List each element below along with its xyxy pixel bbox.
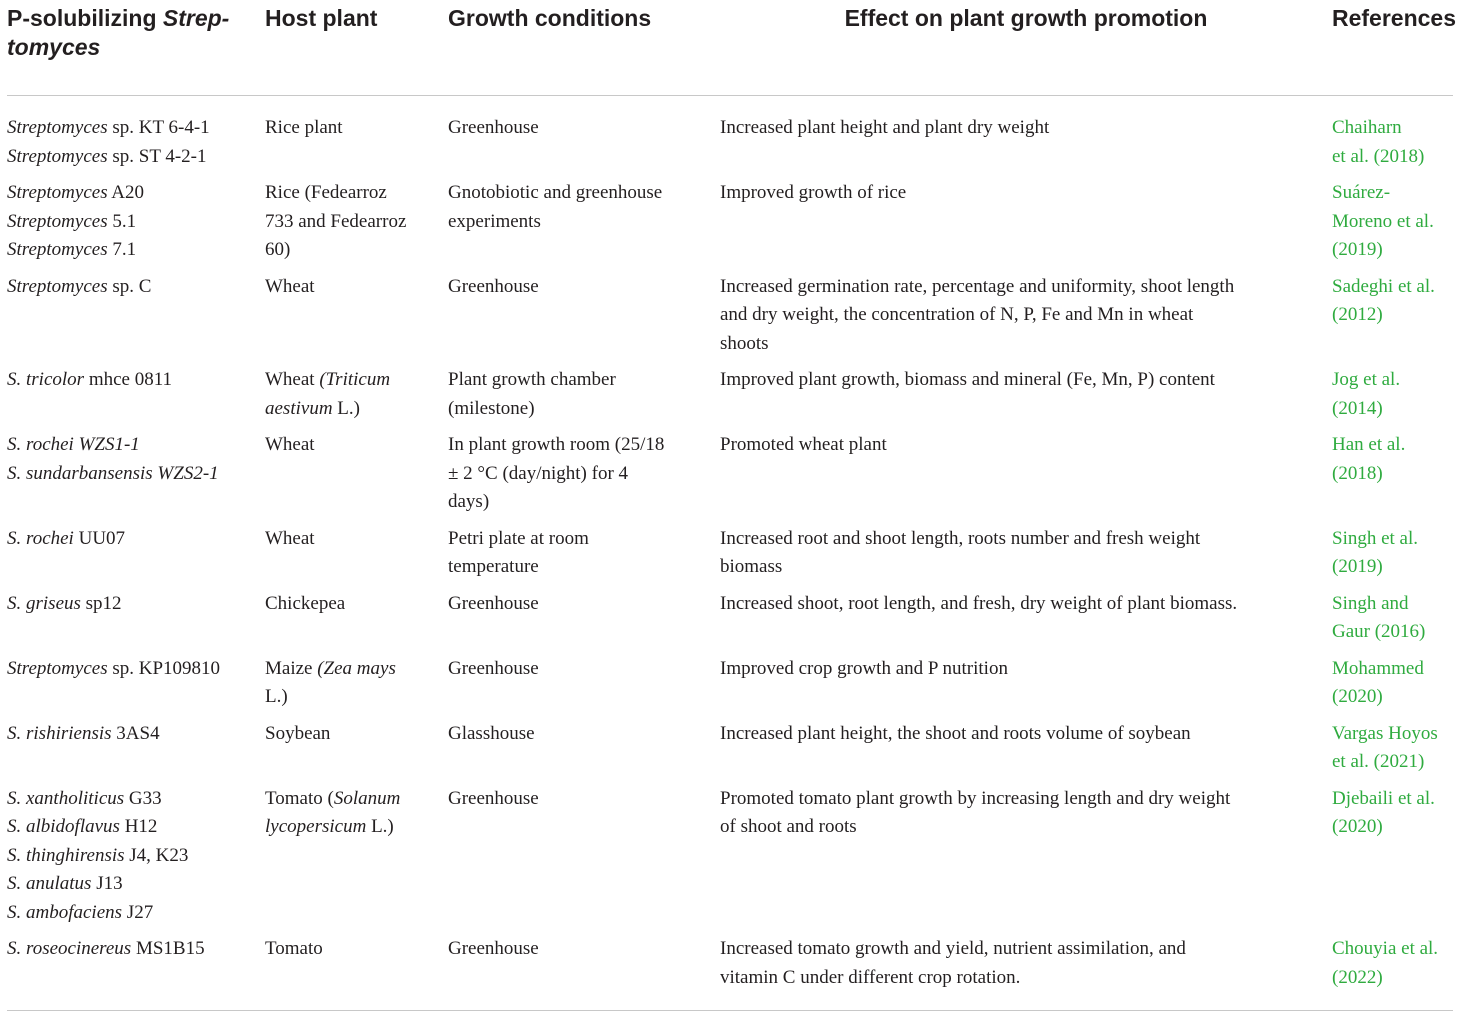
text-segment: Wheat xyxy=(265,275,315,297)
cell-species xyxy=(7,431,265,525)
table-row xyxy=(7,525,1453,590)
text-segment: Chouyia et al. xyxy=(1332,938,1439,959)
text-line xyxy=(720,273,1332,302)
text-line xyxy=(720,813,1332,842)
text-line xyxy=(265,273,448,302)
text-segment: Plant growth chamber xyxy=(448,369,616,390)
text-line xyxy=(448,488,720,517)
text-segment: 3AS4 xyxy=(111,722,160,744)
cell-effect xyxy=(720,935,1332,1011)
text-line xyxy=(1332,525,1453,554)
cell-species xyxy=(7,96,265,180)
text-line xyxy=(720,301,1332,330)
cell-species xyxy=(7,935,265,1011)
cell-growth-conditions xyxy=(448,431,720,525)
text-line xyxy=(448,525,720,554)
reference-link[interactable] xyxy=(1332,179,1453,273)
text-segment: L.) xyxy=(332,397,360,419)
text-line xyxy=(265,720,448,749)
text-line xyxy=(1332,301,1453,330)
text-segment: Wheat xyxy=(265,527,315,549)
text-segment: (milestone) xyxy=(448,397,535,419)
text-segment: experiments xyxy=(448,210,541,232)
italic-text: S. ambofaciens xyxy=(7,901,123,923)
cell-host-plant xyxy=(265,720,448,785)
text-segment: (2018) xyxy=(1332,462,1383,484)
italic-text: S. rishiriensis xyxy=(7,722,112,744)
text-line xyxy=(7,208,265,237)
text-segment: Increased plant height and plant dry weight xyxy=(720,117,1050,138)
cell-growth-conditions xyxy=(448,590,720,655)
table-row xyxy=(7,431,1453,525)
cell-growth-conditions xyxy=(448,96,720,180)
text-segment: (2012) xyxy=(1332,304,1383,325)
table-row xyxy=(7,366,1453,431)
text-segment: Suárez- xyxy=(1332,182,1391,203)
cell-host-plant xyxy=(265,935,448,1011)
text-segment: Wheat xyxy=(265,434,315,455)
cell-growth-conditions xyxy=(448,273,720,367)
text-line xyxy=(448,655,720,684)
text-segment: L.) xyxy=(265,686,288,707)
text-segment: Increased tomato growth and yield, nutrient assimilation, and xyxy=(720,938,1186,959)
italic-text: S. thinghirensis xyxy=(7,844,125,866)
text-line xyxy=(7,842,265,871)
cell-host-plant xyxy=(265,655,448,720)
cell-effect xyxy=(720,720,1332,785)
data-table xyxy=(7,0,1457,1011)
text-line xyxy=(7,33,265,62)
italic-text: (Triticum xyxy=(319,369,391,390)
text-segment: Sadeghi et al. xyxy=(1332,275,1435,297)
text-line xyxy=(1332,720,1453,749)
text-line xyxy=(720,366,1332,395)
text-segment: sp. ST 4-2-1 xyxy=(107,145,207,167)
text-line xyxy=(7,899,265,928)
italic-text: S. xantholiticus xyxy=(7,787,125,809)
cell-species xyxy=(7,785,265,936)
text-segment: shoots xyxy=(720,332,769,354)
text-line xyxy=(448,553,720,582)
text-line xyxy=(1332,179,1453,208)
text-line xyxy=(265,655,448,684)
cell-growth-conditions xyxy=(448,935,720,1011)
cell-species xyxy=(7,366,265,431)
text-line xyxy=(720,525,1332,554)
text-line xyxy=(1332,785,1453,814)
text-segment: Tomato xyxy=(265,938,323,959)
table-row xyxy=(7,590,1453,655)
text-segment: ± 2 °C (day/night) for 4 xyxy=(448,462,629,484)
text-segment: sp. KP109810 xyxy=(107,657,221,679)
cell-growth-conditions xyxy=(448,366,720,431)
italic-text: Streptomyces xyxy=(7,657,108,679)
text-line xyxy=(448,395,720,424)
text-segment: temperature xyxy=(448,556,539,577)
text-line xyxy=(448,590,720,619)
text-segment: MS1B15 xyxy=(131,938,205,959)
text-segment: In plant growth room (25/18 xyxy=(448,434,665,455)
text-segment: Wheat xyxy=(265,369,320,390)
text-segment: Gnotobiotic and greenhouse xyxy=(448,182,663,203)
text-line xyxy=(7,720,265,749)
italic-text: Strep- xyxy=(162,5,230,31)
text-segment: sp12 xyxy=(80,592,122,614)
reference-link[interactable] xyxy=(1332,655,1453,720)
text-segment: Greenhouse xyxy=(448,117,539,138)
text-line xyxy=(265,208,448,237)
text-line xyxy=(720,179,1332,208)
text-segment: Rice plant xyxy=(265,117,343,138)
text-line xyxy=(448,366,720,395)
text-line xyxy=(7,525,265,554)
text-line xyxy=(1332,813,1453,842)
text-segment: UU07 xyxy=(73,527,126,549)
table-row xyxy=(7,785,1453,936)
text-line xyxy=(1332,935,1453,964)
italic-text: S. sundarbansensis WZS2-1 xyxy=(7,462,219,484)
italic-text: Streptomyces xyxy=(7,117,108,138)
text-line xyxy=(720,114,1332,143)
header-effect: Effect on plant growth promotion xyxy=(720,0,1332,96)
text-line xyxy=(265,179,448,208)
text-segment: Maize xyxy=(265,657,318,679)
text-segment: Improved crop growth and P nutrition xyxy=(720,657,1008,679)
italic-text: Streptomyces xyxy=(7,239,108,260)
cell-growth-conditions xyxy=(448,655,720,720)
cell-growth-conditions xyxy=(448,720,720,785)
text-segment: J27 xyxy=(122,901,154,923)
text-line xyxy=(265,395,448,424)
text-line xyxy=(720,590,1332,619)
text-line xyxy=(1332,964,1453,993)
text-segment: 7.1 xyxy=(107,239,137,260)
text-line xyxy=(1332,273,1453,302)
cell-host-plant xyxy=(265,590,448,655)
text-segment: J13 xyxy=(91,873,123,894)
cell-host-plant xyxy=(265,525,448,590)
text-segment: Greenhouse xyxy=(448,938,539,959)
text-segment: Chickepea xyxy=(265,592,346,614)
cell-effect xyxy=(720,785,1332,936)
italic-text: aestivum xyxy=(265,397,333,419)
text-segment: and dry weight, the concentration of N, P, Fe and Mn in wheat xyxy=(720,304,1194,325)
reference-link[interactable] xyxy=(1332,720,1453,785)
text-segment: Promoted wheat plant xyxy=(720,434,887,455)
text-line xyxy=(720,964,1332,993)
text-segment: Djebaili et al. xyxy=(1332,787,1435,809)
reference-link[interactable] xyxy=(1332,525,1453,590)
italic-text: S. tricolor xyxy=(7,369,85,390)
text-segment: Increased root and shoot length, roots number and fresh weight xyxy=(720,527,1201,549)
text-segment: A20 xyxy=(107,182,145,203)
italic-text: (Zea mays xyxy=(317,657,396,679)
text-line xyxy=(7,813,265,842)
text-segment: Singh et al. xyxy=(1332,527,1419,549)
text-segment: H12 xyxy=(119,816,158,837)
text-line xyxy=(448,460,720,489)
text-line xyxy=(720,655,1332,684)
text-line xyxy=(448,114,720,143)
text-segment: Han et al. xyxy=(1332,434,1406,455)
text-segment: Soybean xyxy=(265,722,331,744)
text-segment: Glasshouse xyxy=(448,722,535,744)
italic-text: S. anulatus xyxy=(7,873,92,894)
text-line xyxy=(265,813,448,842)
text-line xyxy=(448,785,720,814)
cell-host-plant xyxy=(265,96,448,180)
text-line xyxy=(720,553,1332,582)
reference-link[interactable] xyxy=(1332,785,1453,936)
text-segment: (2014) xyxy=(1332,397,1383,419)
text-line xyxy=(7,655,265,684)
text-line xyxy=(265,590,448,619)
text-line xyxy=(448,179,720,208)
italic-text: S. rochei xyxy=(7,527,74,549)
text-segment: Greenhouse xyxy=(448,657,539,679)
text-segment: Rice (Fedearroz xyxy=(265,182,387,203)
text-line xyxy=(265,114,448,143)
reference-link[interactable] xyxy=(1332,935,1453,1011)
text-segment: Improved growth of rice xyxy=(720,182,907,203)
header-growth-conditions: Growth conditions xyxy=(448,0,720,96)
text-segment: Petri plate at room xyxy=(448,527,589,549)
text-segment: 733 and Fedearroz xyxy=(265,210,407,232)
italic-text: Solanum xyxy=(333,787,401,809)
text-line xyxy=(1332,395,1453,424)
table-row xyxy=(7,655,1453,720)
text-line xyxy=(265,366,448,395)
text-line xyxy=(7,785,265,814)
cell-effect xyxy=(720,431,1332,525)
italic-text: S. albidoflavus xyxy=(7,816,120,837)
cell-growth-conditions xyxy=(448,785,720,936)
text-segment: et al. (2018) xyxy=(1332,145,1425,167)
text-segment: Greenhouse xyxy=(448,592,539,614)
text-segment: P-solubilizing xyxy=(7,5,163,31)
header-host-plant: Host plant xyxy=(265,0,448,96)
text-line xyxy=(448,431,720,460)
text-segment: Increased germination rate, percentage and uniformity, shoot length xyxy=(720,275,1235,297)
cell-host-plant xyxy=(265,273,448,367)
cell-growth-conditions xyxy=(448,525,720,590)
cell-species xyxy=(7,273,265,367)
text-line xyxy=(265,236,448,265)
cell-effect xyxy=(720,366,1332,431)
text-segment: Increased shoot, root length, and fresh, dry weight of plant biomass. xyxy=(720,592,1238,614)
text-line xyxy=(1332,236,1453,265)
table-row xyxy=(7,935,1453,1011)
text-segment: Improved plant growth, biomass and mineral (Fe, Mn, P) content xyxy=(720,369,1215,390)
text-line xyxy=(7,114,265,143)
cell-species xyxy=(7,525,265,590)
text-segment: 60) xyxy=(265,239,291,260)
cell-host-plant xyxy=(265,431,448,525)
text-segment: (2019) xyxy=(1332,239,1383,260)
text-line xyxy=(7,935,265,964)
table-row xyxy=(7,720,1453,785)
text-segment: 5.1 xyxy=(107,210,137,232)
cell-species xyxy=(7,590,265,655)
cell-host-plant xyxy=(265,179,448,273)
table-header-row xyxy=(7,0,1453,96)
text-line xyxy=(448,208,720,237)
reference-link[interactable] xyxy=(1332,273,1453,367)
italic-text: lycopersicum xyxy=(265,816,367,837)
reference-link[interactable] xyxy=(1332,366,1453,431)
text-segment: sp. C xyxy=(107,275,152,297)
text-line xyxy=(1332,366,1453,395)
cell-species xyxy=(7,655,265,720)
text-segment: Moreno et al. xyxy=(1332,210,1434,232)
text-line xyxy=(7,870,265,899)
italic-text: S. roseocinereus xyxy=(7,938,132,959)
text-line xyxy=(720,330,1332,359)
text-segment: Singh and xyxy=(1332,592,1409,614)
italic-text: S. griseus xyxy=(7,592,81,614)
text-line xyxy=(1332,460,1453,489)
text-line xyxy=(448,720,720,749)
text-line xyxy=(1332,683,1453,712)
cell-host-plant xyxy=(265,785,448,936)
text-line xyxy=(7,236,265,265)
text-line xyxy=(7,431,265,460)
header-species xyxy=(7,0,265,96)
text-segment: of shoot and roots xyxy=(720,816,857,837)
table-row xyxy=(7,179,1453,273)
text-line xyxy=(1332,114,1453,143)
text-line xyxy=(1332,143,1453,172)
cell-effect xyxy=(720,590,1332,655)
cell-growth-conditions xyxy=(448,179,720,273)
text-line xyxy=(1332,618,1453,647)
text-line xyxy=(265,683,448,712)
text-line xyxy=(1332,655,1453,684)
text-segment: Increased plant height, the shoot and roots volume of soybean xyxy=(720,722,1191,744)
text-segment: Greenhouse xyxy=(448,787,539,809)
text-segment: Promoted tomato plant growth by increasing length and dry weight xyxy=(720,787,1231,809)
text-segment: (2020) xyxy=(1332,816,1383,837)
text-line xyxy=(448,273,720,302)
table-row xyxy=(7,96,1453,180)
cell-effect xyxy=(720,179,1332,273)
text-line xyxy=(1332,748,1453,777)
text-line xyxy=(7,4,265,33)
reference-link[interactable] xyxy=(1332,431,1453,525)
text-line xyxy=(448,935,720,964)
italic-text: Streptomyces xyxy=(7,182,108,203)
italic-text: tomyces xyxy=(7,34,101,60)
text-segment: L.) xyxy=(366,816,394,837)
reference-link[interactable] xyxy=(1332,96,1453,180)
text-segment: Jog et al. xyxy=(1332,369,1401,390)
text-segment: vitamin C under different crop rotation. xyxy=(720,966,1021,988)
text-line xyxy=(265,431,448,460)
italic-text: Streptomyces xyxy=(7,275,108,297)
text-segment: mhce 0811 xyxy=(84,369,173,390)
text-line xyxy=(7,179,265,208)
cell-species xyxy=(7,720,265,785)
cell-species xyxy=(7,179,265,273)
table-row xyxy=(7,273,1453,367)
text-line xyxy=(7,143,265,172)
italic-text: Streptomyces xyxy=(7,210,108,232)
table-body xyxy=(7,96,1453,1011)
italic-text: Streptomyces xyxy=(7,145,108,167)
text-segment: sp. KT 6-4-1 xyxy=(107,117,210,138)
text-segment: (2019) xyxy=(1332,556,1383,577)
text-line xyxy=(7,273,265,302)
text-segment: (2022) xyxy=(1332,966,1383,988)
text-segment: et al. (2021) xyxy=(1332,751,1425,772)
text-line xyxy=(1332,208,1453,237)
reference-link[interactable] xyxy=(1332,590,1453,655)
header-references: References xyxy=(1332,0,1453,96)
text-line xyxy=(1332,590,1453,619)
cell-host-plant xyxy=(265,366,448,431)
text-segment: J4, K23 xyxy=(124,844,189,866)
text-segment: days) xyxy=(448,491,490,512)
text-segment: Vargas Hoyos xyxy=(1332,722,1438,744)
cell-effect xyxy=(720,96,1332,180)
text-segment: Greenhouse xyxy=(448,275,539,297)
cell-effect xyxy=(720,273,1332,367)
text-line xyxy=(720,785,1332,814)
text-segment: biomass xyxy=(720,556,783,577)
text-segment: Mohammed xyxy=(1332,657,1424,679)
text-segment: Gaur (2016) xyxy=(1332,621,1426,642)
text-line xyxy=(7,460,265,489)
text-line xyxy=(720,431,1332,460)
italic-text: S. rochei WZS1-1 xyxy=(7,434,140,455)
text-line xyxy=(7,590,265,619)
cell-effect xyxy=(720,525,1332,590)
text-segment: Tomato ( xyxy=(265,787,334,809)
text-line xyxy=(265,785,448,814)
text-segment: (2020) xyxy=(1332,686,1383,707)
text-line xyxy=(1332,553,1453,582)
text-segment: Chaiharn xyxy=(1332,117,1402,138)
text-segment: G33 xyxy=(124,787,162,809)
text-line xyxy=(265,935,448,964)
text-line xyxy=(720,720,1332,749)
text-line xyxy=(265,525,448,554)
cell-effect xyxy=(720,655,1332,720)
text-line xyxy=(7,366,265,395)
text-line xyxy=(720,935,1332,964)
text-line xyxy=(1332,431,1453,460)
